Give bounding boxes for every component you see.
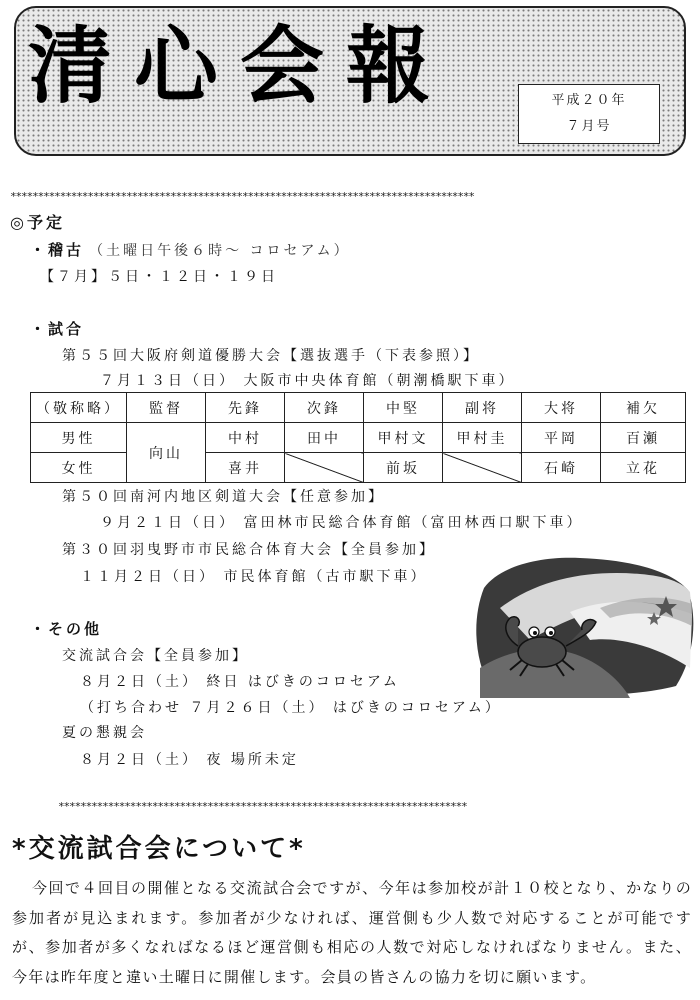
table-cell: 中村	[206, 423, 285, 453]
row-label: 男性	[31, 423, 127, 453]
article-headline: *交流試合会について*	[12, 834, 306, 864]
event2-title: 第５０回南河内地区剣道大会【任意参加】	[62, 489, 385, 505]
crab-illustration	[470, 548, 695, 698]
table-row	[31, 393, 686, 423]
matches-label: ・試合	[30, 320, 85, 338]
event3-title: 第３０回羽曳野市市民総合体育大会【全員参加】	[62, 542, 436, 558]
header-cell: 先鋒	[206, 393, 285, 423]
issue-date-box	[518, 84, 660, 144]
practice-dates: 【７月】５日・１２日・１９日	[40, 269, 278, 285]
table-cell: 平岡	[522, 423, 601, 453]
star-divider-top: ************************************************************************************	[10, 190, 474, 203]
issue-year: 平成２０年	[551, 93, 627, 108]
table-cell: 前坂	[364, 453, 443, 483]
other-item1: 交流試合会【全員参加】	[62, 648, 249, 664]
table-cell: 立花	[601, 453, 686, 483]
header-cell: 次鋒	[285, 393, 364, 423]
star-divider-bottom: **************************************************************************	[58, 800, 467, 813]
practice-note: （土曜日午後６時～ コロセアム）	[89, 243, 351, 259]
header-cell: 監督	[127, 393, 206, 423]
header-cell: 副将	[443, 393, 522, 423]
roster-table	[30, 392, 686, 483]
table-cell: 甲村文	[364, 423, 443, 453]
event1-detail: ７月１３日（日） 大阪市中央体育館（朝潮橋駅下車）	[100, 373, 516, 389]
newsletter-title: 清心会報	[28, 16, 453, 115]
table-row	[31, 423, 686, 453]
header-cell: （敬称略）	[31, 393, 127, 423]
article-body: 今回で４回目の開催となる交流試合会ですが、今年は参加校が計１０校となり、かなりの参加者が見込まれます。参加者が少なければ、運営側も少人数で対応することが可能ですが、参加者が多くなればなるほど運営側も相応の人数で対応しなければなりません。また、今年は昨年度と違い土曜日に開催します。会員の皆さんの協力を切に願います。	[12, 879, 692, 986]
practice-label: ・稽古	[30, 241, 85, 259]
other-item1-detail: ８月２日（土） 終日 はびきのコロセアム	[80, 674, 400, 690]
header-cell: 大将	[522, 393, 601, 423]
event2-detail: ９月２１日（日） 富田林市民総合体育館（富田林西口駅下車）	[100, 515, 584, 531]
event3-detail: １１月２日（日） 市民体育館（古市駅下車）	[80, 569, 428, 585]
event1-title: 第５５回大阪府剣道優勝大会【選抜選手（下表参照）】	[62, 348, 480, 364]
row-label: 女性	[31, 453, 127, 483]
issue-month: ７月号	[566, 119, 612, 134]
practice-line	[30, 239, 351, 260]
other-item2-detail: ８月２日（土） 夜 場所未定	[80, 752, 299, 768]
table-cell: 喜井	[206, 453, 285, 483]
other-label: ・その他	[30, 620, 103, 638]
other-item1-note: （打ち合わせ ７月２６日（土） はびきのコロセアム）	[80, 700, 502, 716]
table-cell: 甲村圭	[443, 423, 522, 453]
table-cell: 百瀬	[601, 423, 686, 453]
other-item2: 夏の懇親会	[62, 725, 147, 741]
schedule-heading: ◎予定	[10, 213, 65, 232]
coach-cell: 向山	[127, 423, 206, 483]
header-cell: 補欠	[601, 393, 686, 423]
table-cell: 田中	[285, 423, 364, 453]
empty-cell	[443, 453, 522, 483]
header-cell: 中堅	[364, 393, 443, 423]
empty-cell	[285, 453, 364, 483]
table-cell: 石崎	[522, 453, 601, 483]
